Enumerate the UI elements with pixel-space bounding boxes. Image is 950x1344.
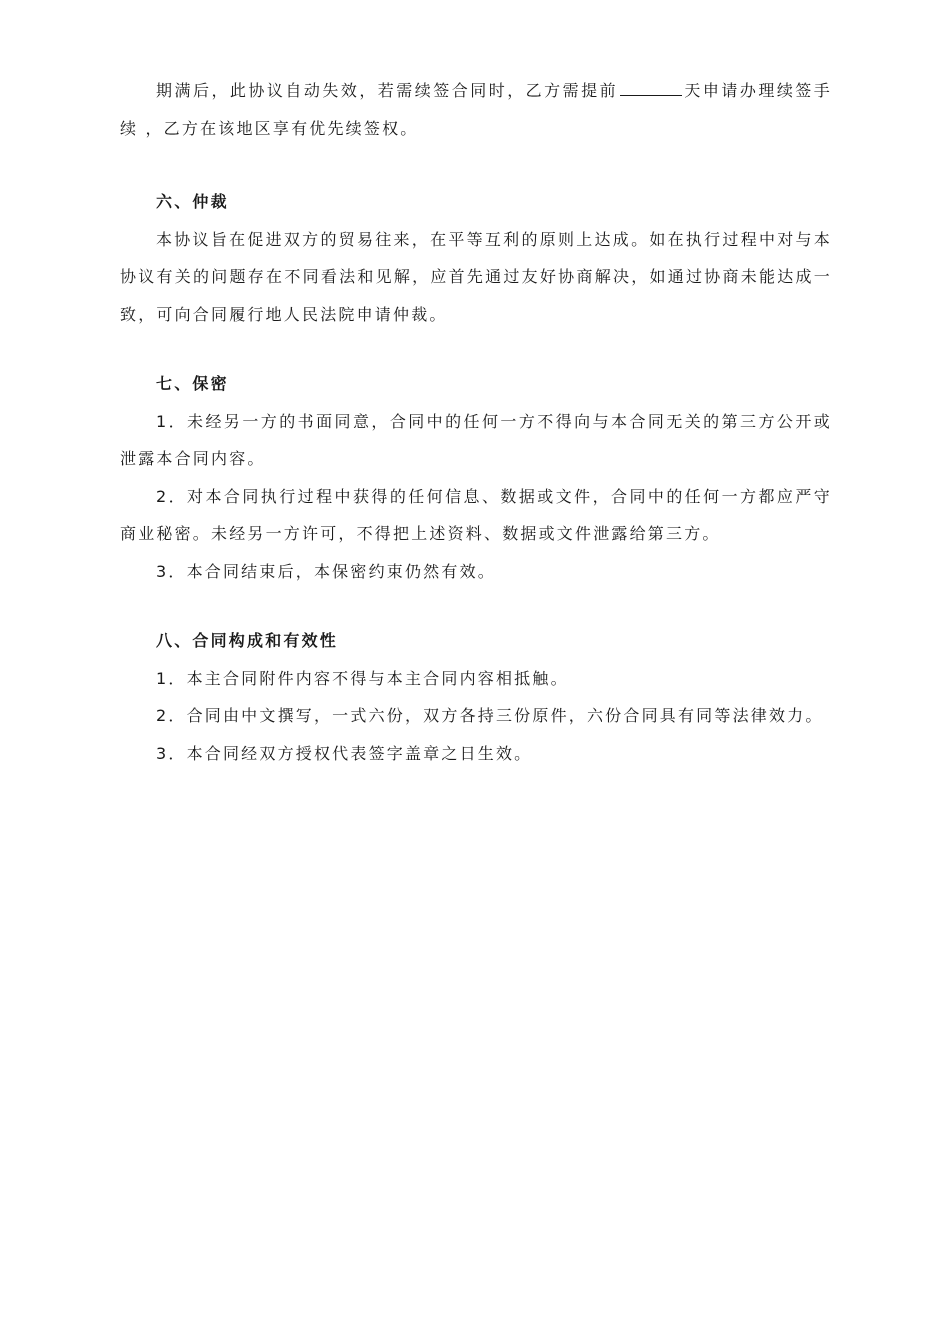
spacer (120, 590, 832, 622)
composition-item-2: 2．合同由中文撰写，一式六份，双方各持三份原件，六份合同具有同等法律效力。 (156, 706, 824, 725)
spacer (120, 147, 832, 183)
term-text-after: 天申请办理续签手续 ，乙方在该地区享有优先续签权。 (120, 81, 832, 138)
term-text-before: 期满后，此协议自动失效，若需续签合同时，乙方需提前 (156, 81, 619, 100)
composition-heading: 八、合同构成和有效性 (156, 631, 339, 650)
confidentiality-heading: 七、保密 (156, 374, 229, 393)
composition-item-1: 1．本主合同附件内容不得与本主合同内容相抵触。 (156, 668, 569, 688)
document-body (120, 72, 832, 772)
confidentiality-item-3: 3．本合同结束后，本保密约束仍然有效。 (156, 561, 496, 581)
arbitration-heading: 六、仲裁 (156, 192, 229, 211)
term-paragraph (120, 72, 832, 147)
days-blank-field[interactable] (620, 81, 682, 96)
arbitration-paragraph: 本协议旨在促进双方的贸易往来，在平等互利的原则上达成。如在执行过程中对与本协议有关的问题存在不同看法和见解，应首先通过友好协商解决，如通过协商未能达成一致，可向合同履行地人民法院申请仲裁。 (120, 229, 832, 324)
composition-item-3: 3．本合同经双方授权代表签字盖章之日生效。 (156, 743, 533, 763)
confidentiality-item-2: 2．对本合同执行过程中获得的任何信息、数据或文件，合同中的任何一方都应严守商业秘密。未经另一方许可，不得把上述资料、数据或文件泄露给第三方。 (120, 486, 832, 543)
confidentiality-item-1: 1．未经另一方的书面同意，合同中的任何一方不得向与本合同无关的第三方公开或泄露本合同内容。 (120, 411, 832, 468)
spacer (120, 333, 832, 365)
